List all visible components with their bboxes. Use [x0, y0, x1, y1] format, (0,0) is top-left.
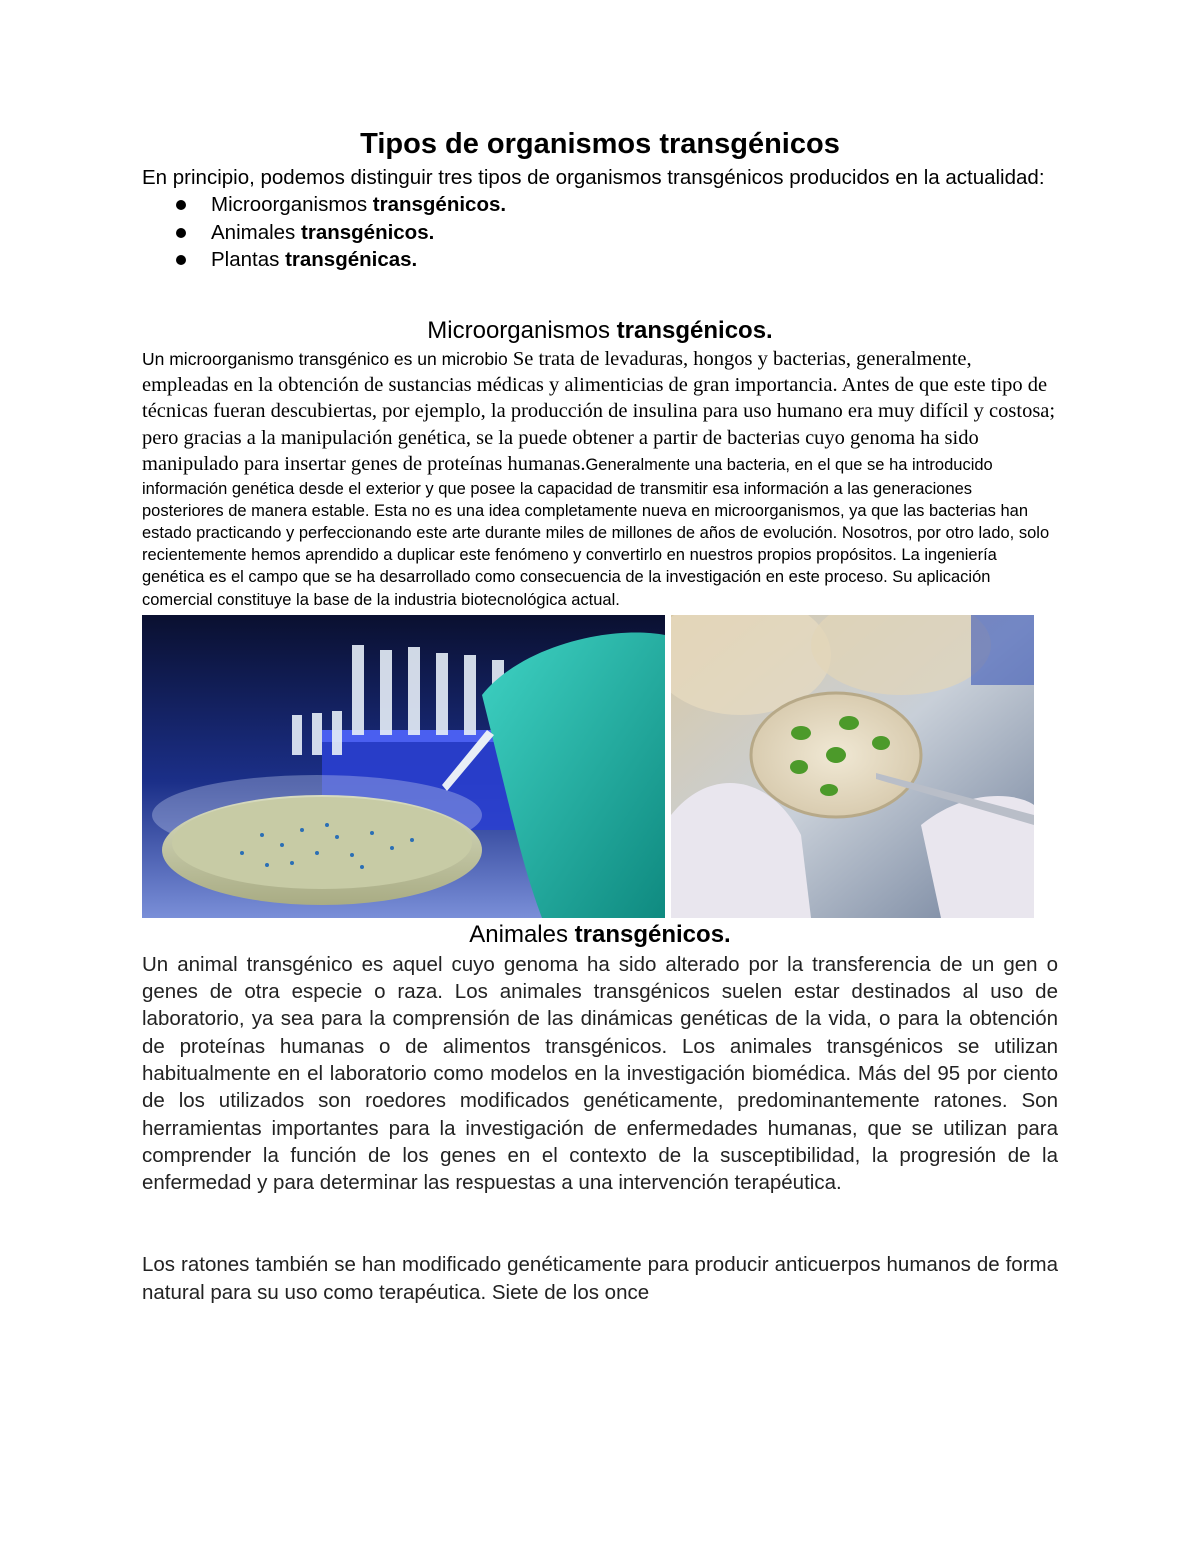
- list-item-text: Animales: [211, 220, 302, 244]
- heading-bold: transgénicos.: [616, 316, 773, 344]
- types-list: [142, 191, 1058, 274]
- photo-row: [142, 615, 1058, 918]
- paragraph-serif-text: Se trata de levaduras, hongos y bacterias, generalmente, empleadas en la obtención de sustancias médicas y alimenticias de gran importancia. Antes de que este tipo de técnicas fueran descubiertas, por ejemplo, la producción de insulina para uso humano era muy difícil y costosa; pero gracias a la manipulación genética, se la puede obtener a partir de bacterias cuyo genoma ha sido manipulado para insertar genes de proteínas humanas.: [142, 347, 1056, 476]
- list-item-bold: transgénicas.: [285, 248, 418, 271]
- list-item: [142, 191, 1058, 219]
- section-heading-animals: [142, 919, 1058, 951]
- list-item-bold: transgénicos.: [372, 193, 507, 216]
- heading-text: Microorganismos: [427, 316, 617, 344]
- bullet-icon: [176, 255, 186, 265]
- list-item-text: Plantas: [211, 248, 286, 271]
- bullet-icon: [176, 228, 186, 238]
- paragraph-spacer: [142, 1196, 1058, 1251]
- animals-paragraph-2: Los ratones también se han modificado genéticamente para producir anticuerpos humanos de forma natural para su uso como terapéutica. Siete de los once: [142, 1253, 1058, 1304]
- list-item-bold: transgénicos.: [301, 220, 435, 244]
- intro-paragraph: En principio, podemos distinguir tres tipos de organismos transgénicos producidos en la actualidad:: [142, 166, 1045, 189]
- document-content: [142, 124, 1058, 1306]
- list-item: [142, 219, 1058, 247]
- page-title: Tipos de organismos transgénicos: [360, 128, 840, 160]
- heading-bold: transgénicos.: [574, 920, 731, 948]
- colonies-tweezers-photo: [671, 615, 1034, 918]
- paragraph-sans-text: Generalmente una bacteria, en el que se ha introducido información genética desde el exterior y que posee la capacidad de transmitir esa información a las generaciones posteriores de manera estable. Esta no es una idea completamente nueva en microorganismos, ya que las bacterias han estado practicando y perfeccionando este arte durante miles de millones de años de evolución. Nosotros, por otro lado, solo recientemente hemos aprendido a duplicar este fenómeno y convertirlo en nuestros propios propósitos. La ingeniería genética es el campo que se ha desarrollado como consecuencia de la investigación en este proceso. Su aplicación comercial constituye la base de la industria biotecnológica actual.: [142, 456, 1050, 609]
- bullet-icon: [176, 200, 186, 210]
- list-item: [142, 246, 1058, 274]
- microorganisms-paragraph: [142, 346, 1058, 611]
- paragraph-lead: Un microorganismo transgénico es un microbio: [142, 348, 508, 369]
- petri-dish-pipette-photo: [142, 615, 665, 918]
- animals-paragraph: Un animal transgénico es aquel cuyo genoma ha sido alterado por la transferencia de un gen o genes de otra especie o raza. Los animales transgénicos suelen estar destinados al uso de laboratorio, ya sea para la comprensión de las dinámicas genéticas de la vida, o para la obtención de proteínas humanas o de alimentos transgénicos. Los animales transgénicos se utilizan habitualmente en el laboratorio como modelos en la investigación biomédica. Más del 95 por ciento de los utilizados son roedores modificados genéticamente, predominantemente ratones. Son herramientas importantes para la investigación de enfermedades humanas, que se utilizan para comprender la función de los genes en el contexto de la susceptibilidad, la progresión de la enfermedad y para determinar las respuestas a una intervención terapéutica.: [142, 952, 1058, 1195]
- section-heading-microorganisms: [142, 316, 1058, 346]
- list-item-text: Microorganismos: [211, 193, 373, 216]
- heading-text: Animales: [469, 920, 575, 948]
